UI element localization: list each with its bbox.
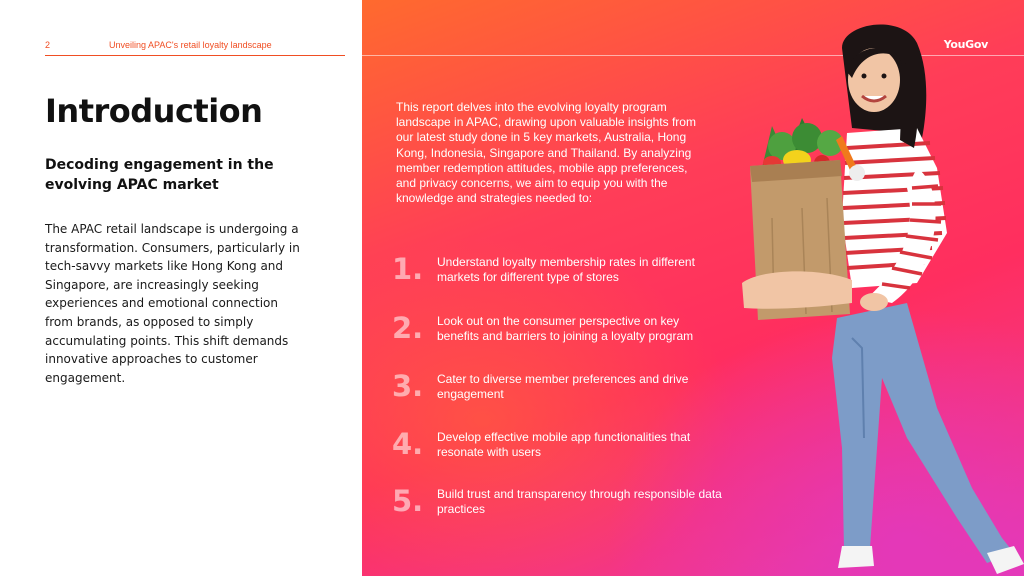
list-item — [392, 482, 722, 522]
page-number: 2 — [45, 40, 51, 50]
list-item — [392, 425, 722, 465]
item-text: Understand loyalty membership rates in different markets for different type of stores — [437, 255, 695, 284]
list-item — [392, 367, 722, 407]
report-intro: This report delves into the evolving loyalty program landscape in APAC, drawing upon valuable insights from our latest study done in 5 key markets, Australia, Hong Kong, Indonesia, Singapore and Thailand. By analyzing member redemption attitudes, mobile app preferences, and privacy concerns, we aim to equip you with the knowledge and strategies needed to: — [396, 100, 696, 206]
list-item — [392, 309, 722, 349]
left-panel — [0, 0, 362, 576]
item-number: 1. — [392, 252, 424, 286]
item-text: Develop effective mobile app functionalities that resonate with users — [437, 430, 691, 459]
item-text: Cater to diverse member preferences and drive engagement — [437, 372, 689, 401]
page-header — [45, 40, 345, 56]
intro-paragraph: The APAC retail landscape is undergoing a transformation. Consumers, particularly in tech-savvy markets like Hong Kong and Singapore, are increasingly seeking experiences and emotional connection from brands, as opposed to simply accumulating points. This shift demands innovative approaches to customer engagement. — [45, 222, 300, 385]
list-item — [392, 250, 722, 290]
right-panel — [362, 0, 1024, 576]
woman-with-groceries-photo — [702, 18, 1024, 576]
item-number: 4. — [392, 427, 424, 461]
header-divider — [45, 55, 345, 56]
page-title: Introduction — [45, 92, 263, 130]
item-text: Look out on the consumer perspective on key benefits and barriers to joining a loyalty program — [437, 314, 694, 343]
item-text: Build trust and transparency through responsible data practices — [437, 487, 722, 516]
running-title: Unveiling APAC's retail loyalty landscape — [109, 40, 272, 50]
item-number: 5. — [392, 484, 424, 518]
page-subtitle: Decoding engagement in the evolving APAC market — [45, 157, 274, 193]
item-number: 2. — [392, 311, 424, 345]
item-number: 3. — [392, 369, 424, 403]
brand-logo: YouGov — [943, 38, 988, 51]
